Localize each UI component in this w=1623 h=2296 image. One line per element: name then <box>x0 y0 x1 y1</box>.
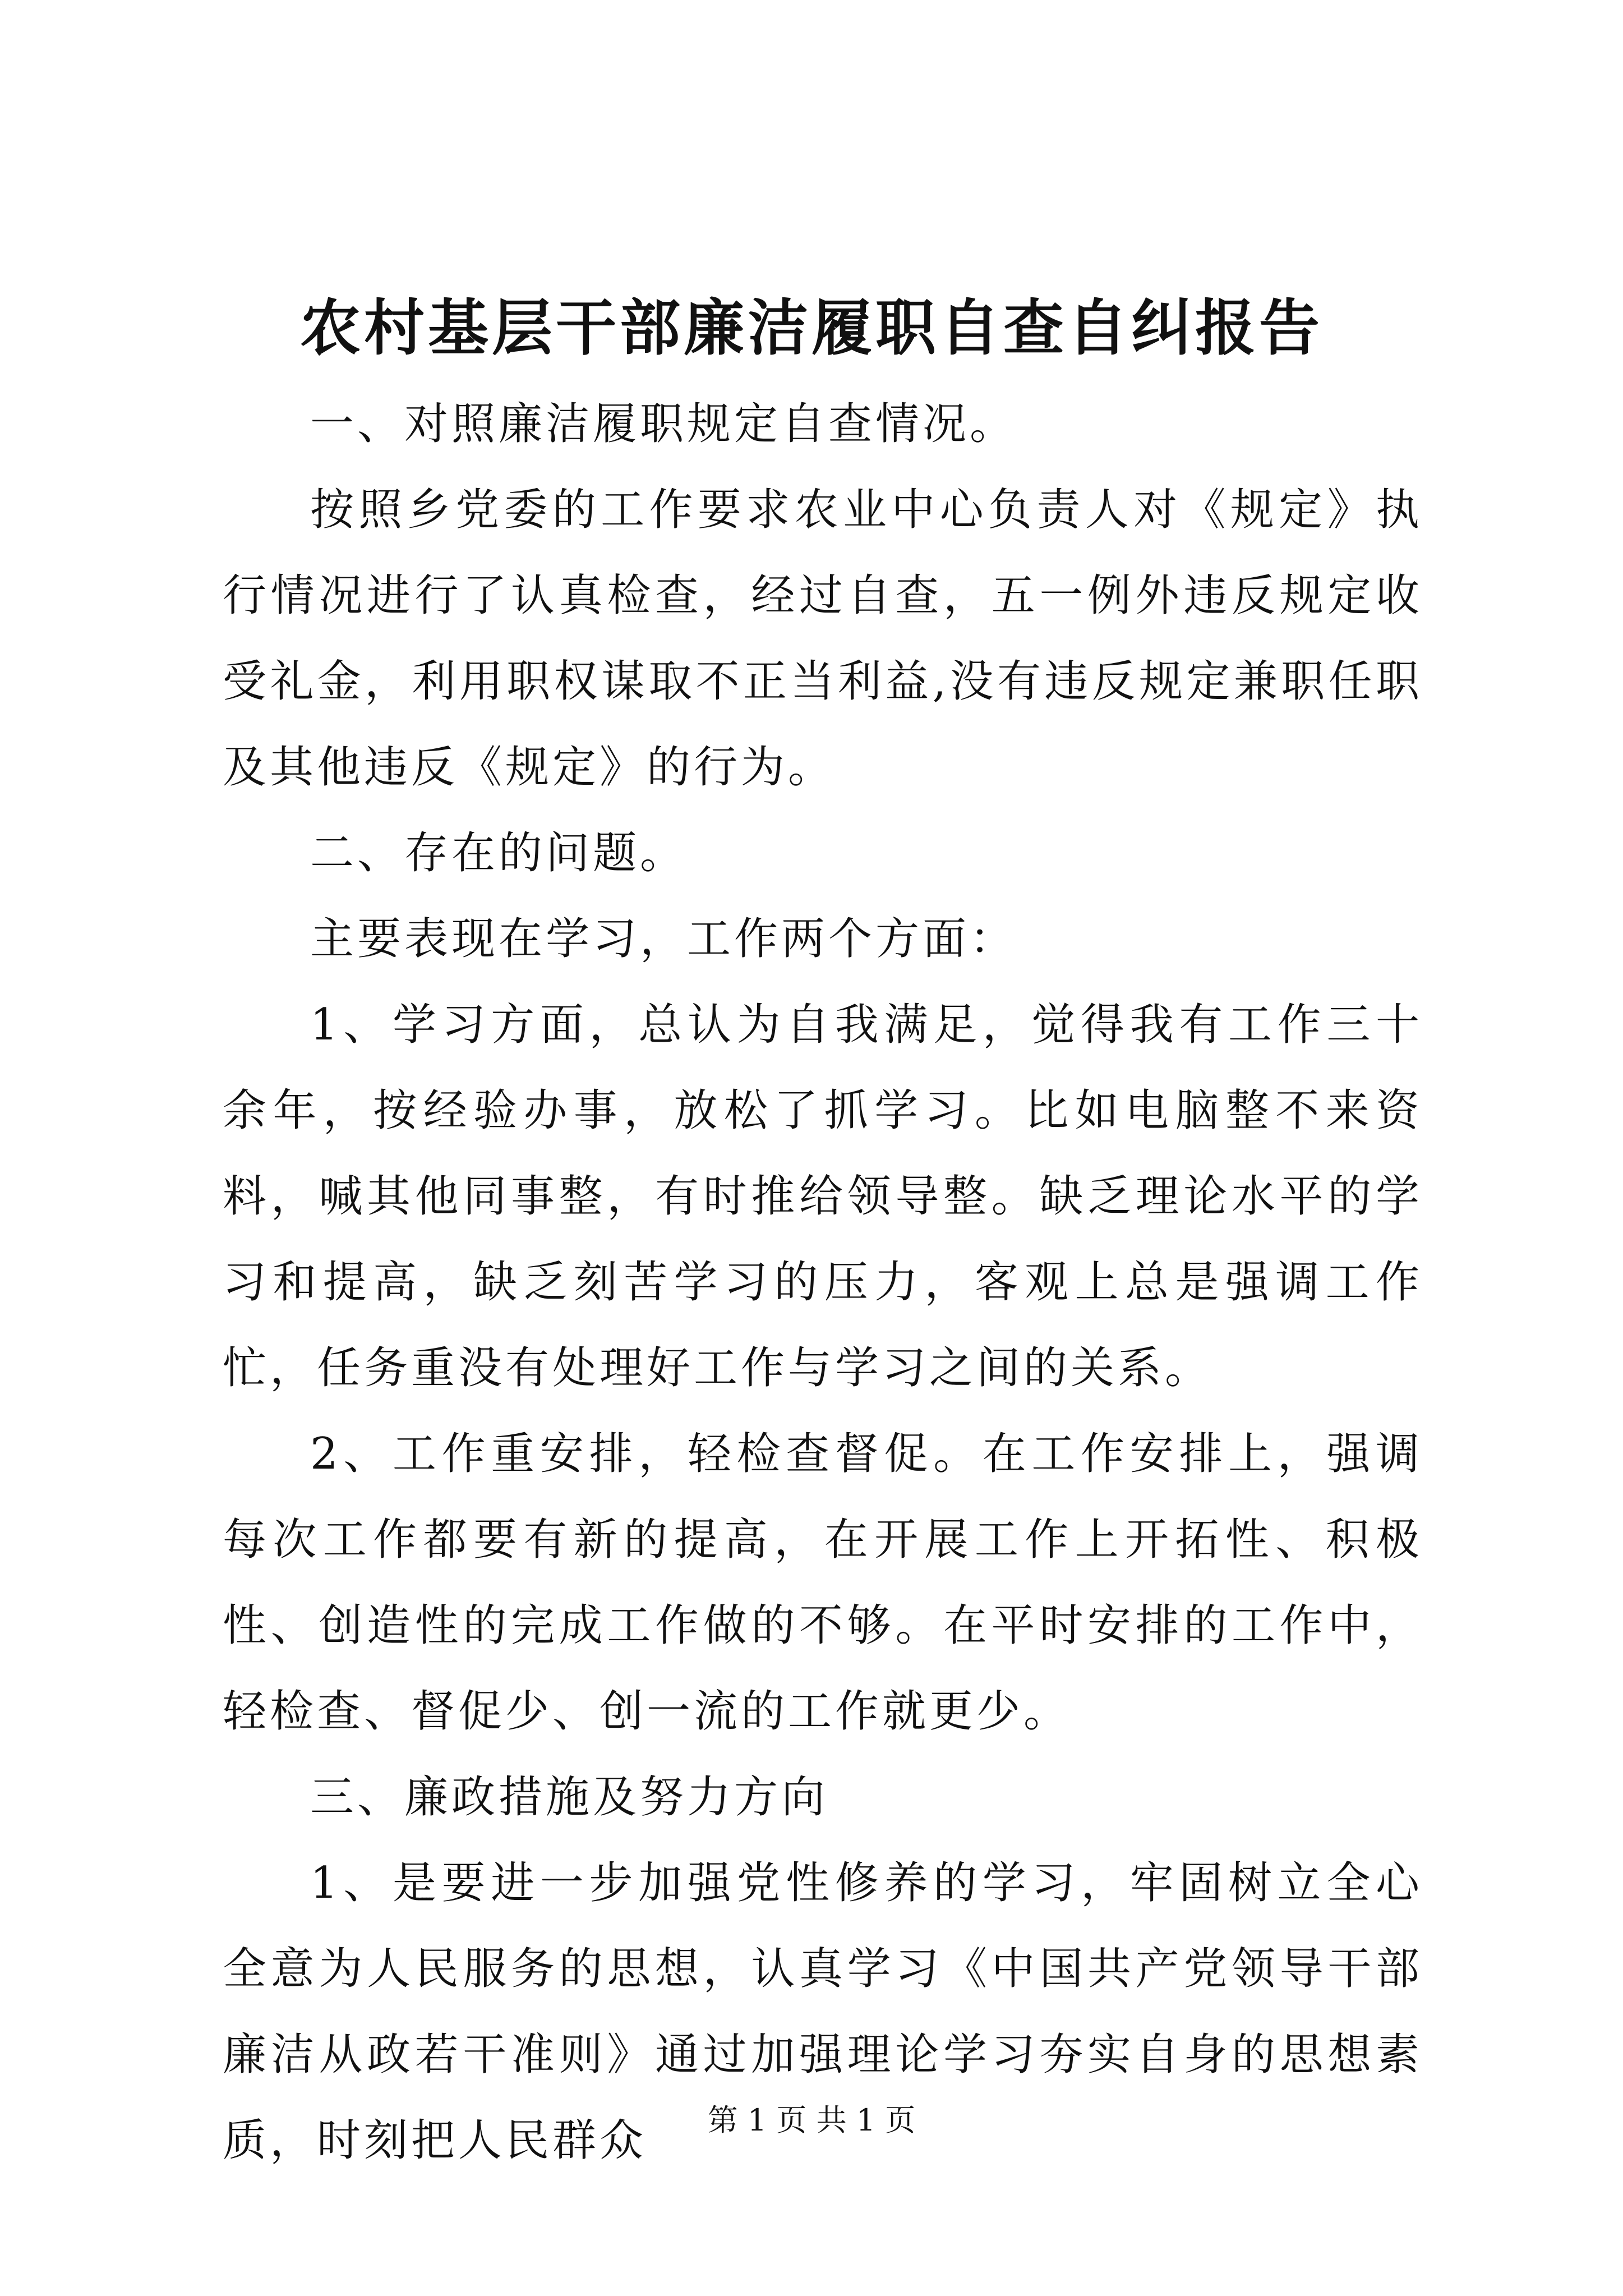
section-heading-1: 一、对照廉洁履职规定自查情况。 <box>310 399 1017 449</box>
document-title: 农村基层干部廉洁履职自查自纠报告 <box>299 293 1323 364</box>
paragraph-work-issue: 2、工作重安排，轻检查督促。在工作安排上，强调每次工作都要有新的提高，在开展工作上开拓性、积极性、创造性的完成工作做的不够。在平时安排的工作中，轻检查、督促少、创一流的工作就更少。 <box>223 1429 1423 1737</box>
document-body <box>223 381 1423 2184</box>
section-heading-3: 三、廉政措施及努力方向 <box>310 1772 829 1823</box>
paragraph-measures-1: 1、是要进一步加强党性修养的学习，牢固树立全心全意为人民服务的思想，认真学习《中国共产党领导干部廉洁从政若干准则》通过加强理论学习夯实自身的思想素质，时刻把人民群众 <box>223 1858 1423 2166</box>
paragraph-self-check: 按照乡党委的工作要求农业中心负责人对《规定》执行情况进行了认真检查，经过自查，五一例外违反规定收受礼金，利用职权谋取不正当利益,没有违反规定兼职任职及其他违反《规定》的行为。 <box>223 485 1423 793</box>
paragraph-study-issue: 1、学习方面，总认为自我满足，觉得我有工作三十余年，按经验办事，放松了抓学习。比如电脑整不来资料，喊其他同事整，有时推给领导整。缺乏理论水平的学习和提高，缺乏刻苦学习的压力，客观上总是强调工作忙，任务重没有处理好工作与学习之间的关系。 <box>223 1000 1423 1393</box>
section-heading-2: 二、存在的问题。 <box>310 828 688 878</box>
paragraph-problems-intro: 主要表现在学习，工作两个方面： <box>310 914 1017 964</box>
page-footer: 第 1 页 共 1 页 <box>707 2102 916 2138</box>
